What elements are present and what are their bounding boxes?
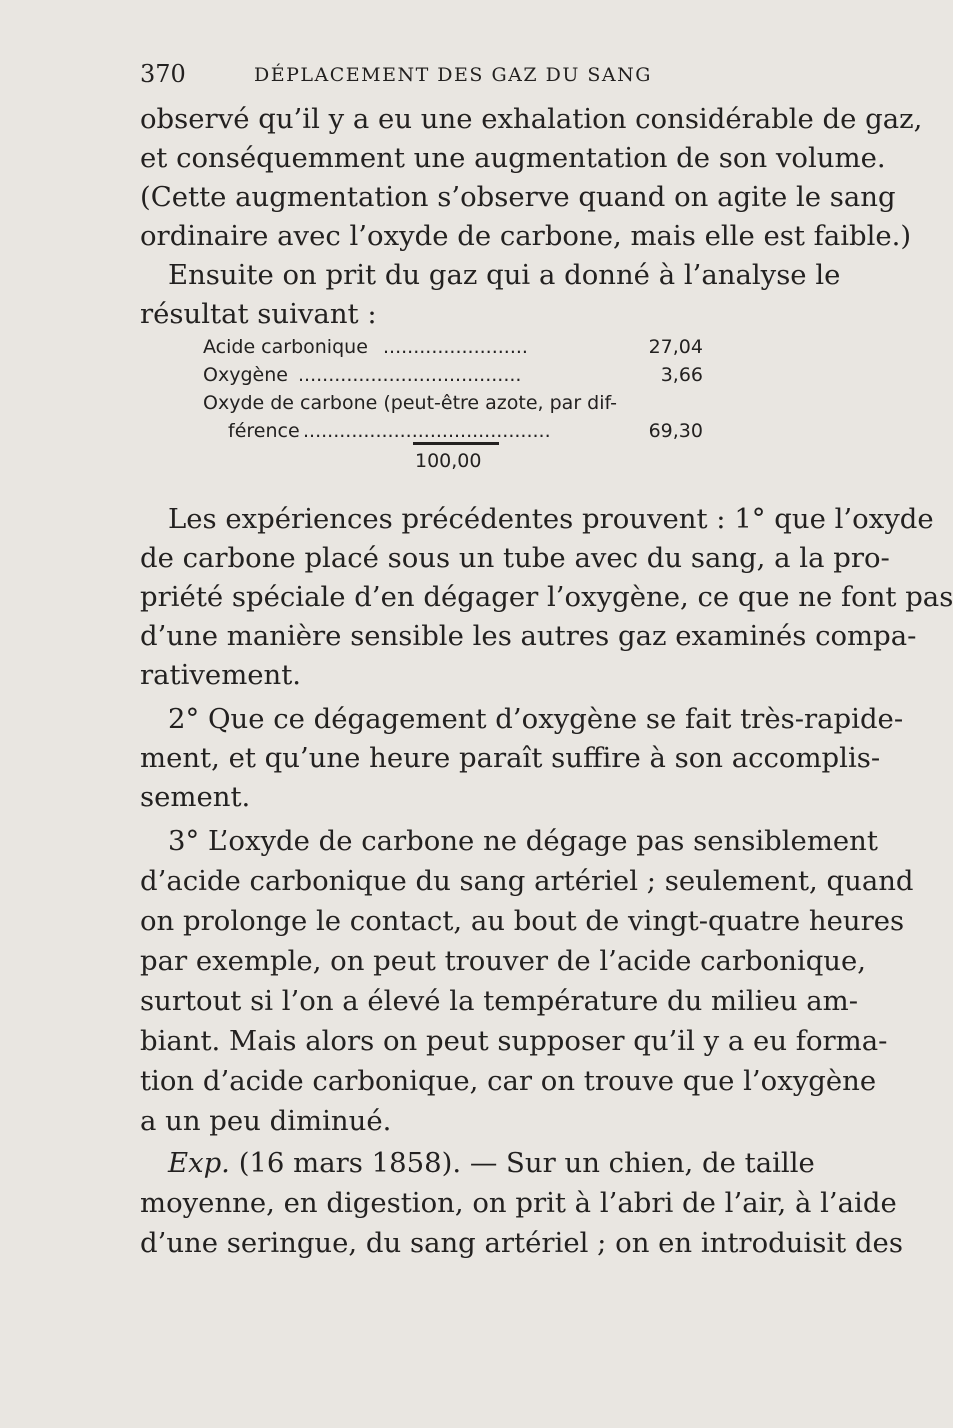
page-number: 370 xyxy=(140,60,186,88)
text-line xyxy=(168,1144,815,1182)
row-label: férence xyxy=(228,420,300,442)
row-label: Acide carbonique xyxy=(203,336,368,358)
exp-label: Exp. xyxy=(168,1147,230,1179)
running-title: DÉPLACEMENT DES GAZ DU SANG xyxy=(254,64,652,86)
row-value: 3,66 xyxy=(660,364,703,386)
sum-rule xyxy=(413,442,499,445)
table-row xyxy=(203,336,743,364)
text-line: sement. xyxy=(140,781,251,813)
text-line: Les expériences précédentes prouvent : 1° que l’oxyde xyxy=(168,503,934,535)
table-row xyxy=(203,364,743,392)
text-line: tion d’acide carbonique, car on trouve que l’oxygène xyxy=(140,1065,877,1097)
text-line: d’une seringue, du sang artériel ; on en introduisit des xyxy=(140,1227,903,1259)
row-label: Oxygène xyxy=(203,364,288,386)
text-line: Ensuite on prit du gaz qui a donné à l’analyse le xyxy=(168,259,841,291)
text-line: moyenne, en digestion, on prit à l’abri de l’air, à l’aide xyxy=(140,1187,897,1219)
exp-date-text: (16 mars 1858). — Sur un chien, de taille xyxy=(238,1147,815,1179)
text-line: observé qu’il y a eu une exhalation considérable de gaz, xyxy=(140,103,923,135)
text-line: 2° Que ce dégagement d’oxygène se fait très-rapide- xyxy=(168,703,904,735)
row-leader-dots: ......................................... xyxy=(303,420,551,442)
text-line: on prolonge le contact, au bout de vingt-quatre heures xyxy=(140,905,905,937)
body-text xyxy=(140,0,953,1428)
text-line: par exemple, on peut trouver de l’acide carbonique, xyxy=(140,945,867,977)
text-line: et conséquemment une augmentation de son volume. xyxy=(140,142,886,174)
text-line: a un peu diminué. xyxy=(140,1105,392,1137)
text-line: priété spéciale d’en dégager l’oxygène, ce que ne font pas xyxy=(140,581,953,613)
table-total: 100,00 xyxy=(415,450,482,472)
text-line: résultat suivant : xyxy=(140,298,377,330)
row-value: 27,04 xyxy=(648,336,703,358)
text-line: d’acide carbonique du sang artériel ; seulement, quand xyxy=(140,865,914,897)
row-leader-dots: ..................................... xyxy=(298,364,522,386)
row-label: Oxyde de carbone (peut-être azote, par dif- xyxy=(203,392,618,414)
text-line: de carbone placé sous un tube avec du sang, a la pro- xyxy=(140,542,890,574)
table-row xyxy=(203,392,743,420)
text-line: 3° L’oxyde de carbone ne dégage pas sensiblement xyxy=(168,825,878,857)
text-line: rativement. xyxy=(140,659,302,691)
row-value: 69,30 xyxy=(648,420,703,442)
text-line: surtout si l’on a élevé la température du milieu am- xyxy=(140,985,858,1017)
text-line: d’une manière sensible les autres gaz examinés compa- xyxy=(140,620,917,652)
text-line: ment, et qu’une heure paraît suffire à son accomplis- xyxy=(140,742,881,774)
row-leader-dots: ........................ xyxy=(383,336,528,358)
text-line: (Cette augmentation s’observe quand on agite le sang xyxy=(140,181,896,213)
text-line: biant. Mais alors on peut supposer qu’il y a eu forma- xyxy=(140,1025,888,1057)
text-line: ordinaire avec l’oxyde de carbone, mais elle est faible.) xyxy=(140,220,912,252)
